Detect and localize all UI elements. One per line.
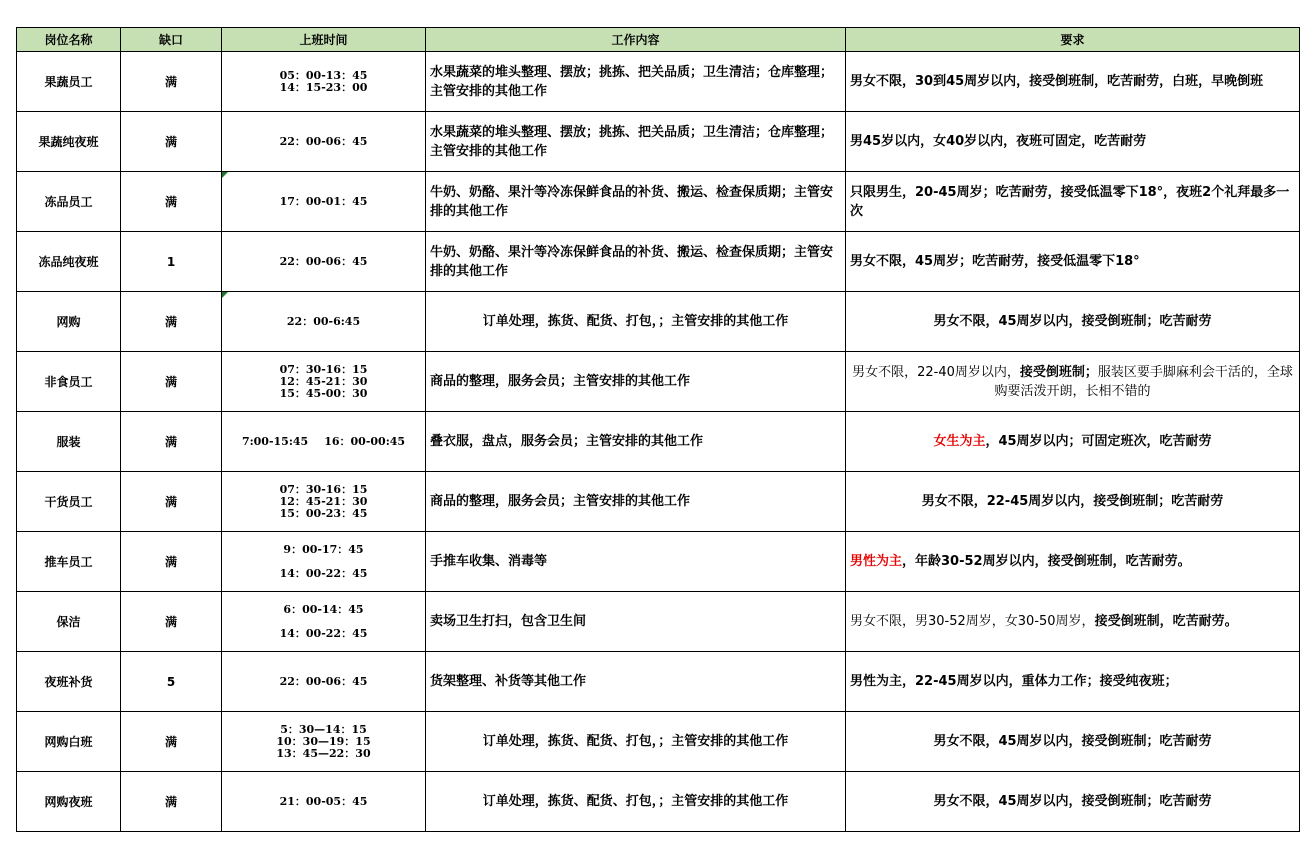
requirements-plain: 男女不限，22-40周岁以内， [852,364,1020,380]
requirements-cell: 男女不限，45周岁以内，接受倒班制；吃苦耐劳 [846,292,1300,352]
shift-time: 14：00-22：45 [279,626,368,640]
vacancy-cell: 满 [121,292,222,352]
requirements-bold: 接受倒班制，吃苦耐劳。 [1094,614,1238,629]
shift-time: 07：30-16：15 [279,362,368,376]
hours-cell [222,592,426,652]
duties-cell: 牛奶、奶酪、果汁等冷冻保鲜食品的补货、搬运、检查保质期；主管安排的其他工作 [426,232,846,292]
table-row [17,112,1300,172]
shift-time: 15：00-23：45 [279,506,368,520]
shift-time: 12：45-21：30 [279,494,368,508]
requirements-rest: ，45周岁以内；可固定班次，吃苦耐劳 [985,434,1212,449]
hours-cell [222,292,426,352]
position-cell: 夜班补货 [17,652,121,712]
vacancy-cell: 满 [121,172,222,232]
duties-cell: 货架整理、补货等其他工作 [426,652,846,712]
requirements-plain: 男女不限，男30-52周岁，女30-50周岁， [850,614,1095,629]
table-row [17,772,1300,832]
requirements-cell: 男女不限，30到45周岁以内，接受倒班制，吃苦耐劳，白班，早晚倒班 [846,52,1300,112]
shift-time: 13：45—22：30 [276,746,371,760]
hours-cell [222,532,426,592]
duties-cell: 订单处理，拣货、配货、打包，；主管安排的其他工作 [426,292,846,352]
requirements-cell [846,352,1300,412]
position-cell: 网购夜班 [17,772,121,832]
requirements-cell [846,532,1300,592]
position-cell: 果蔬纯夜班 [17,112,121,172]
header-requirements: 要求 [846,28,1300,52]
requirements-cell: 男女不限，22-45周岁以内，接受倒班制；吃苦耐劳 [846,472,1300,532]
position-cell: 冻品纯夜班 [17,232,121,292]
requirements-cell [846,412,1300,472]
vacancy-cell: 满 [121,772,222,832]
header-position: 岗位名称 [17,28,121,52]
shift-time: 22：00-6:45 [286,314,361,328]
requirements-cell: 男女不限，45周岁以内，接受倒班制；吃苦耐劳 [846,772,1300,832]
position-cell: 非食员工 [17,352,121,412]
hours-cell [222,652,426,712]
hours-cell [222,472,426,532]
vacancy-cell: 1 [121,232,222,292]
requirements-cell: 只限男生，20-45周岁；吃苦耐劳，接受低温零下18°，夜班2个礼拜最多一次 [846,172,1300,232]
vacancy-cell: 满 [121,412,222,472]
shift-time: 14：15-23：00 [279,80,368,94]
position-cell: 推车员工 [17,532,121,592]
position-cell: 网购 [17,292,121,352]
table-row [17,652,1300,712]
duties-cell: 水果蔬菜的堆头整理、摆放；挑拣、把关品质；卫生清洁；仓库整理；主管安排的其他工作 [426,112,846,172]
vacancy-cell: 5 [121,652,222,712]
shift-time: 12：45-21：30 [279,374,368,388]
table-row [17,52,1300,112]
vacancy-cell: 满 [121,592,222,652]
duties-cell: 水果蔬菜的堆头整理、摆放；挑拣、把关品质；卫生清洁；仓库整理；主管安排的其他工作 [426,52,846,112]
position-cell: 保洁 [17,592,121,652]
duties-cell: 商品的整理，服务会员；主管安排的其他工作 [426,352,846,412]
hours-cell [222,52,426,112]
shift-time: 22：00-06：45 [279,254,368,268]
hours-cell [222,352,426,412]
header-hours: 上班时间 [222,28,426,52]
position-cell: 冻品员工 [17,172,121,232]
table-row [17,472,1300,532]
duties-cell: 叠衣服，盘点，服务会员；主管安排的其他工作 [426,412,846,472]
requirements-cell: 男性为主，22-45周岁以内，重体力工作；接受纯夜班； [846,652,1300,712]
duties-cell: 卖场卫生打扫，包含卫生间 [426,592,846,652]
hours-cell [222,712,426,772]
position-cell: 果蔬员工 [17,52,121,112]
requirements-bold: 接受倒班制； [1019,364,1098,380]
requirements-highlight: 女生为主 [933,434,986,449]
hours-cell [222,412,426,472]
shift-time: 17：00-01：45 [279,194,368,208]
table-row [17,352,1300,412]
vacancy-cell: 满 [121,712,222,772]
table-row [17,292,1300,352]
shift-time: 6：00-14：45 [283,602,364,616]
position-cell: 干货员工 [17,472,121,532]
header-vacancy: 缺口 [121,28,222,52]
shift-time: 22：00-06：45 [279,674,368,688]
requirements-cell: 男女不限，45周岁；吃苦耐劳，接受低温零下18° [846,232,1300,292]
shift-time: 05：00-13：45 [279,68,368,82]
hours-cell [222,232,426,292]
shift-time: 16：00-00:45 [324,434,406,448]
requirements-cell [846,592,1300,652]
requirements-highlight: 男性为主 [850,554,903,569]
shift-time: 07：30-16：15 [279,482,368,496]
shift-time: 15：45-00：30 [279,386,368,400]
vacancy-cell: 满 [121,472,222,532]
requirements-rest: ，年龄30-52周岁以内，接受倒班制，吃苦耐劳。 [902,554,1191,569]
table-row [17,412,1300,472]
shift-time: 7:00-15:45 [241,434,309,448]
duties-cell: 商品的整理，服务会员；主管安排的其他工作 [426,472,846,532]
duties-cell: 手推车收集、消毒等 [426,532,846,592]
vacancy-cell: 满 [121,112,222,172]
header-duties: 工作内容 [426,28,846,52]
comment-marker [222,172,228,178]
vacancy-cell: 满 [121,52,222,112]
table-row [17,712,1300,772]
requirements-cell: 男45岁以内，女40岁以内，夜班可固定，吃苦耐劳 [846,112,1300,172]
table-row [17,232,1300,292]
position-cell: 服装 [17,412,121,472]
shift-time: 10：30—19：15 [276,734,371,748]
shift-time: 14：00-22：45 [279,566,368,580]
shift-time: 9：00-17：45 [283,542,364,556]
vacancy-cell: 满 [121,352,222,412]
requirements-cell: 男女不限，45周岁以内，接受倒班制；吃苦耐劳 [846,712,1300,772]
shift-time: 22：00-06：45 [279,134,368,148]
table-row [17,592,1300,652]
hours-cell [222,112,426,172]
shift-time: 21：00-05：45 [279,794,368,808]
shift-time: 5：30—14：15 [280,722,367,736]
job-table [16,27,1300,832]
table-header-row [17,28,1300,52]
duties-cell: 牛奶、奶酪、果汁等冷冻保鲜食品的补货、搬运、检查保质期；主管安排的其他工作 [426,172,846,232]
hours-cell [222,772,426,832]
hours-cell [222,172,426,232]
duties-cell: 订单处理，拣货、配货、打包，；主管安排的其他工作 [426,772,846,832]
requirements-tail: 服装区要手脚麻利会干活的，全球购要活泼开朗，长相不错的 [994,364,1293,399]
table-row [17,172,1300,232]
duties-cell: 订单处理，拣货、配货、打包，；主管安排的其他工作 [426,712,846,772]
vacancy-cell: 满 [121,532,222,592]
position-cell: 网购白班 [17,712,121,772]
comment-marker [222,292,228,298]
table-row [17,532,1300,592]
